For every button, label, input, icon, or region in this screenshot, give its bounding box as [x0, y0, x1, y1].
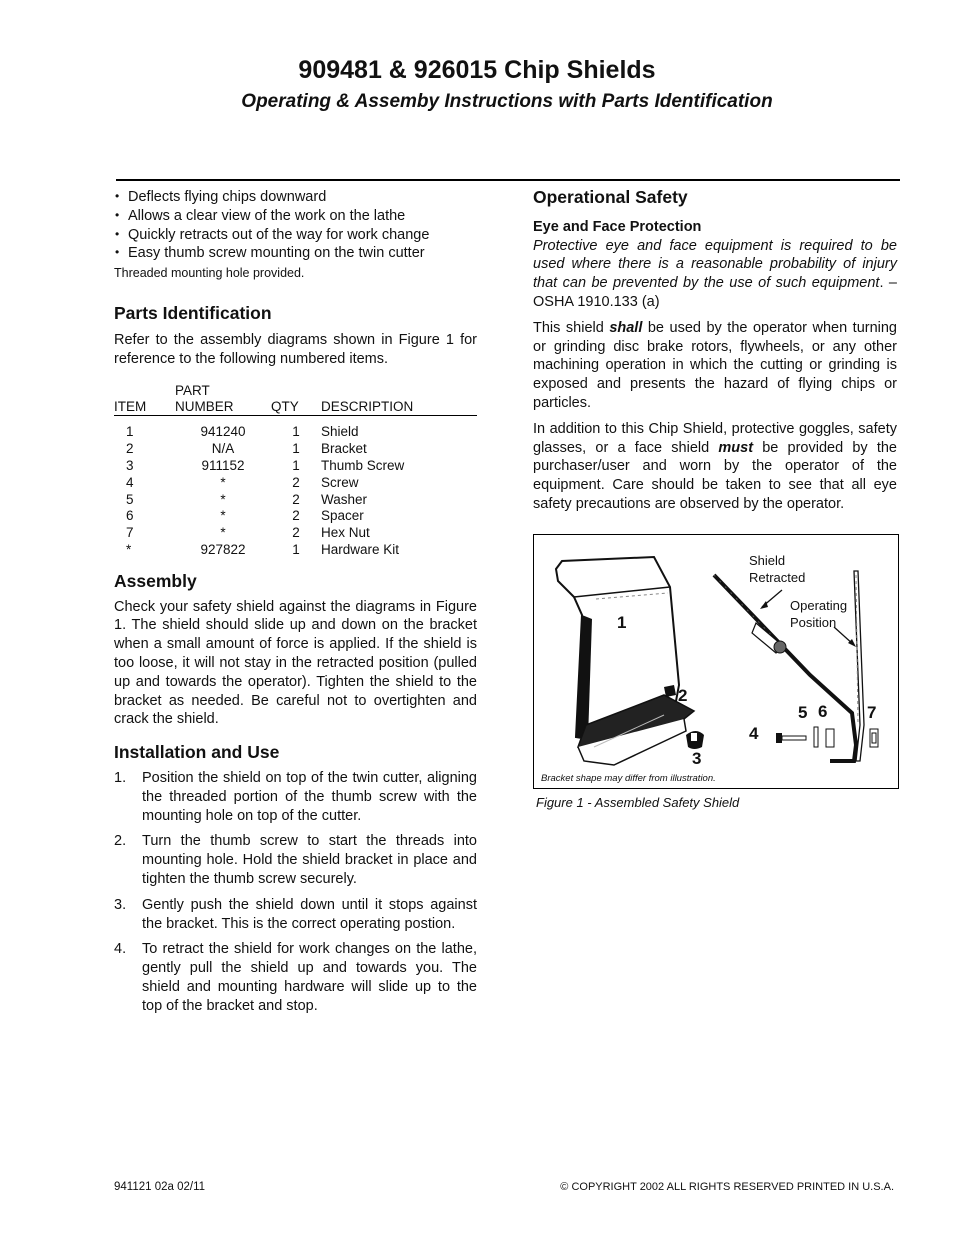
part-number-cell: 941240 — [200, 424, 246, 440]
part-desc-cell: Hardware Kit — [321, 541, 400, 557]
part-qty-cell: 2 — [292, 491, 300, 507]
step-number: 4. — [114, 941, 127, 958]
callout-4: 4 — [749, 724, 759, 743]
part-item-cell: 3 — [126, 457, 134, 473]
step-number: 2. — [114, 833, 127, 850]
callout-2: 2 — [678, 686, 688, 705]
hex-nut-illustration — [870, 729, 878, 747]
parts-table-body — [114, 416, 477, 559]
safety-p2-emphasis: must — [718, 439, 754, 456]
document-title: 909481 & 926015 Chip Shields — [298, 56, 656, 84]
callout-1: 1 — [617, 613, 627, 632]
col-part-header — [175, 383, 271, 416]
installation-section — [114, 743, 477, 1015]
assembly-figure — [533, 534, 899, 789]
col-qty-header: QTY — [271, 383, 321, 416]
part-number-cell: 927822 — [200, 541, 246, 557]
osha-quote — [533, 237, 897, 312]
step-number: 3. — [114, 896, 127, 913]
part-desc-cell: Screw — [321, 474, 359, 490]
assembly-heading: Assembly — [114, 570, 197, 591]
thumb-screw-illustration — [686, 731, 704, 749]
part-item-cell: 5 — [126, 491, 134, 507]
safety-p1-text-a: This shield — [533, 319, 610, 336]
feature-list — [114, 188, 477, 263]
step-text: To retract the shield for work changes on the lathe, gently pull the shield up and towards you. The shield and mounting hardware will slide up to the top of the bracket and stop. — [142, 941, 477, 1014]
part-item-cell: 1 — [126, 424, 134, 440]
label-retracted-line2: Retracted — [749, 570, 806, 585]
feature-item: • Quickly retracts out of the way for work change — [114, 226, 477, 245]
safety-heading: Operational Safety — [533, 187, 688, 207]
part-number-cell: * — [220, 491, 226, 507]
step-text: Position the shield on top of the twin cutter, aligning the threaded portion of the thumb screw with the mounting hole on top of the cutter. — [142, 769, 477, 824]
label-retracted-line1: Shield — [749, 553, 786, 568]
part-item-cell: 7 — [126, 525, 134, 541]
assembly-text: Check your safety shield against the diagrams in Figure 1. The shield should slide up and down on the bracket when a small amount of force is applied. If the shield is too loose, it will not stay in the retracted position (pulled up and towards the operator). Tighten the shield to the bracket as needed. Be careful not to overtighten and crack the shield. — [114, 598, 477, 728]
document-subtitle: Operating & Assemby Instructions with Parts Identification — [241, 91, 773, 112]
callout-3: 3 — [692, 749, 702, 768]
header-rule — [116, 179, 900, 181]
parts-section — [114, 304, 477, 559]
part-qty-cell: 1 — [292, 424, 300, 440]
callout-7: 7 — [867, 703, 877, 722]
step-text: Turn the thumb screw to start the threads into mounting hole. Hold the shield bracket in place and tighten the thumb screw securely. — [142, 833, 477, 887]
parts-row — [114, 475, 477, 492]
osha-reference: . – OSHA 1910.133 (a) — [533, 275, 897, 310]
spacer-illustration — [826, 729, 834, 747]
part-desc-cell: Bracket — [321, 441, 367, 457]
label-operating-line2: Position — [790, 615, 837, 630]
part-qty-cell: 1 — [292, 441, 300, 457]
feature-item: • Easy thumb screw mounting on the twin cutter — [114, 244, 477, 263]
parts-heading: Parts Identification — [114, 302, 272, 323]
step-number: 1. — [114, 769, 127, 786]
callout-6: 6 — [818, 702, 828, 721]
assembly-section — [114, 572, 477, 729]
part-number-cell: N/A — [211, 441, 235, 457]
part-qty-cell: 1 — [292, 457, 300, 473]
step-item — [114, 832, 477, 888]
part-qty-cell: 2 — [292, 474, 300, 490]
part-qty-cell: 2 — [292, 525, 300, 541]
part-number-cell: * — [220, 508, 226, 524]
part-number-cell: 911152 — [201, 457, 245, 473]
parts-row — [114, 492, 477, 509]
osha-quote-text: Protective eye and face equipment is required to be used where there is a reasonable probability of injury that can be prevented by the use of such equipment — [533, 237, 897, 292]
part-desc-cell: Thumb Screw — [321, 457, 405, 473]
part-desc-cell: Spacer — [321, 508, 364, 524]
left-column — [114, 188, 477, 1022]
washer-illustration — [814, 727, 818, 747]
col-part-header-bottom: NUMBER — [175, 399, 234, 415]
feature-note: Threaded mounting hole provided. — [114, 266, 305, 281]
part-desc-cell: Washer — [321, 491, 368, 507]
part-desc-cell: Shield — [321, 424, 359, 440]
label-operating-position — [790, 597, 847, 631]
shield-illustration — [556, 557, 694, 765]
parts-table — [114, 383, 477, 558]
installation-heading: Installation and Use — [114, 742, 280, 763]
col-item-header: ITEM — [114, 383, 175, 416]
part-item-cell: * — [126, 541, 132, 557]
parts-row — [114, 416, 477, 441]
installation-steps — [114, 769, 477, 1016]
part-item-cell: 6 — [126, 508, 134, 524]
part-qty-cell: 1 — [292, 541, 300, 557]
figure-caption: Figure 1 - Assembled Safety Shield — [536, 795, 740, 810]
shield-diagram — [534, 535, 898, 788]
parts-row — [114, 458, 477, 475]
parts-row — [114, 441, 477, 458]
screw-illustration — [776, 733, 806, 743]
part-number-cell: * — [220, 474, 226, 490]
safety-p2-text-b: be provided by the purchaser/user and worn by the operator of the equipment. Care should be taken to see that all eye safety precautions are observed by the operator. — [533, 439, 897, 512]
part-item-cell: 4 — [126, 474, 134, 490]
part-item-cell: 2 — [126, 441, 134, 457]
callout-5: 5 — [798, 703, 808, 722]
part-qty-cell: 2 — [292, 508, 300, 524]
step-item — [114, 896, 477, 934]
eye-protection-heading: Eye and Face Protection — [533, 218, 702, 235]
safety-p1-emphasis: shall — [609, 319, 643, 336]
part-number-cell: * — [220, 525, 226, 541]
parts-row — [114, 542, 477, 559]
feature-item: • Allows a clear view of the work on the lathe — [114, 207, 477, 226]
safety-paragraph-1 — [533, 319, 897, 413]
label-shield-retracted — [749, 552, 805, 586]
safety-p2-text-a: In addition to this Chip Shield, protective goggles, safety glasses, or a face shield — [533, 420, 897, 456]
copyright-notice: © COPYRIGHT 2002 ALL RIGHTS RESERVED PRINTED IN U.S.A. — [560, 1181, 894, 1193]
step-item — [114, 769, 477, 825]
safety-p1-text-b: be used by the operator when turning or grinding disc brake rotors, flywheels, or any other machining operation in which the cutting or grinding is exposed and presents the hazard of flying chips or particles. — [533, 319, 897, 411]
figure-note: Bracket shape may differ from illustration. — [541, 773, 716, 784]
feature-item: • Deflects flying chips downward — [114, 188, 477, 207]
safety-paragraph-2 — [533, 420, 897, 514]
parts-row — [114, 508, 477, 525]
parts-intro: Refer to the assembly diagrams shown in Figure 1 for reference to the following numbered items. — [114, 331, 477, 367]
step-text: Gently push the shield down until it stops against the bracket. This is the correct operating postion. — [142, 896, 477, 932]
part-desc-cell: Hex Nut — [321, 525, 370, 541]
step-item — [114, 940, 477, 1015]
right-column — [533, 188, 897, 514]
col-part-header-top: PART — [175, 383, 210, 399]
col-desc-header: DESCRIPTION — [321, 383, 477, 416]
document-code: 941121 02a 02/11 — [114, 1181, 206, 1193]
parts-row — [114, 525, 477, 542]
label-operating-line1: Operating — [790, 598, 848, 613]
